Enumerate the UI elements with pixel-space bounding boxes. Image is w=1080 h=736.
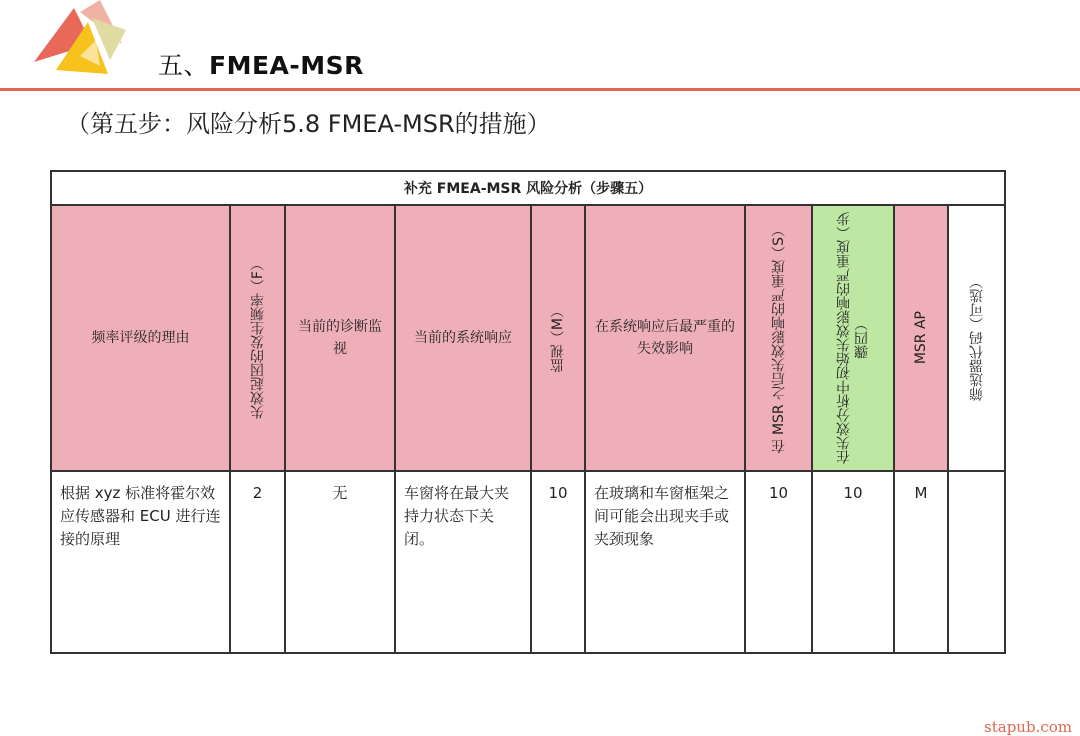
col-header-diagnostic-monitoring: 当前的诊断监视 xyxy=(285,205,395,471)
col-header-filter-code: 筛选器代码（可选） xyxy=(948,205,1005,471)
col-header-monitoring: 监视（M） xyxy=(531,205,585,471)
table-cell: M xyxy=(894,471,948,653)
table-cell: 10 xyxy=(812,471,894,653)
fmea-msr-table xyxy=(50,170,1006,654)
table-cell: 无 xyxy=(285,471,395,653)
page-title xyxy=(158,46,364,82)
table-cell: 2 xyxy=(230,471,285,653)
table-cell: 车窗将在最大夹持力状态下关闭。 xyxy=(395,471,531,653)
col-header-worst-effect: 在系统响应后最严重的失效影响 xyxy=(585,205,745,471)
col-header-severity-after-msr: 在 MSR 之后失效影响的严重度（S） xyxy=(745,205,812,471)
logo xyxy=(30,0,130,80)
table-cell: 10 xyxy=(531,471,585,653)
col-header-initial-severity: 在失效分析中初始失效影响的严重度（步骤四） xyxy=(812,205,894,471)
col-header-frequency-rationale: 频率评级的理由 xyxy=(51,205,230,471)
table-cell: 10 xyxy=(745,471,812,653)
table-caption: 补充 FMEA-MSR 风险分析（步骤五） xyxy=(51,171,1005,205)
table-cell xyxy=(948,471,1005,653)
watermark: stapub.com xyxy=(984,718,1072,736)
table-cell: 根据 xyz 标准将霍尔效应传感器和 ECU 进行连接的原理 xyxy=(51,471,230,653)
section-number: 五、 xyxy=(158,51,210,80)
col-header-msr-ap: MSR AP xyxy=(894,205,948,471)
subtitle: （第五步：风险分析5.8 FMEA-MSR的措施） xyxy=(66,110,551,138)
col-header-system-response: 当前的系统响应 xyxy=(395,205,531,471)
col-header-frequency: 失效起因的发生频率（F） xyxy=(230,205,285,471)
table-cell: 在玻璃和车窗框架之间可能会出现夹手或夹颈现象 xyxy=(585,471,745,653)
header-divider xyxy=(0,88,1080,91)
section-title: FMEA-MSR xyxy=(209,51,364,80)
